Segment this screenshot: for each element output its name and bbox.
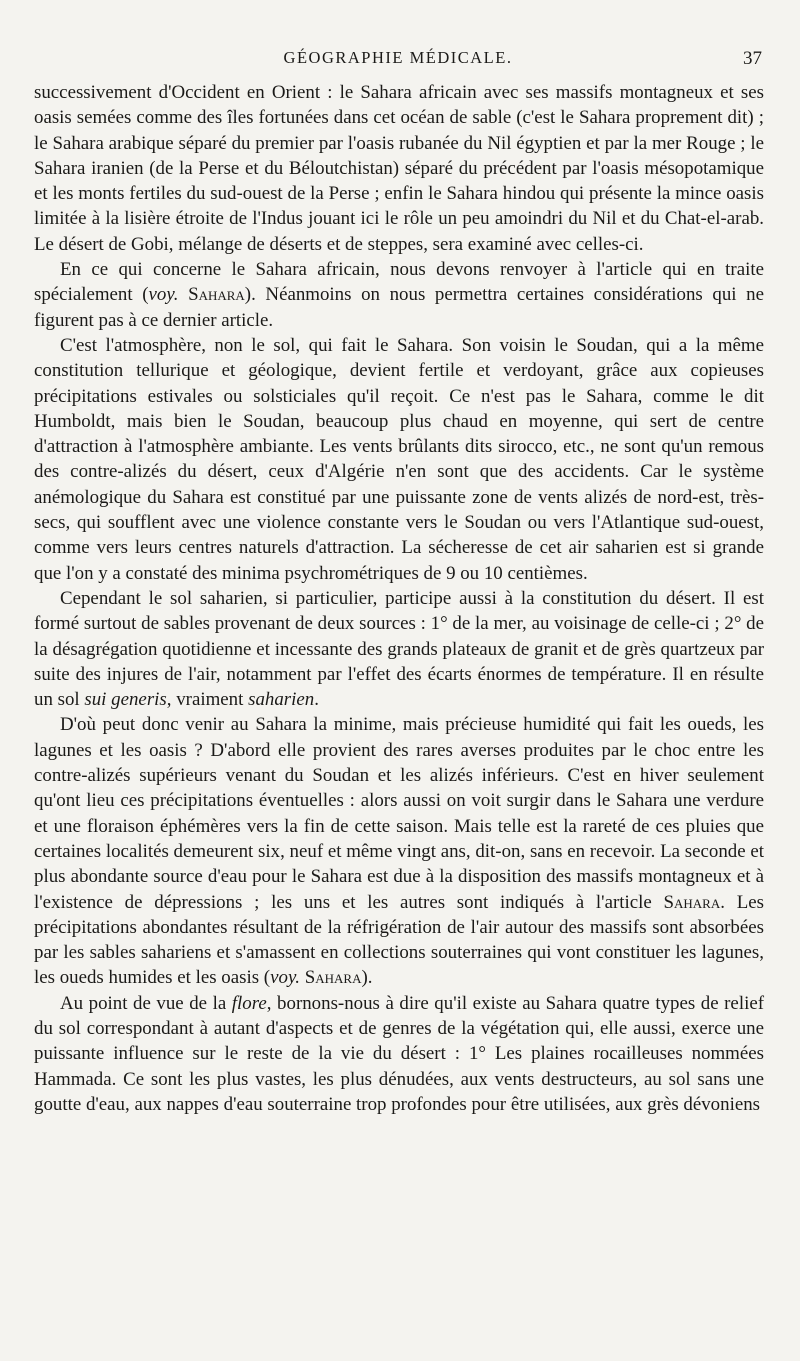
paragraph-4-text-c: . xyxy=(314,689,319,711)
paragraph-4-text-b: , vraiment xyxy=(166,689,249,711)
body-text xyxy=(34,80,764,1117)
paragraph-6-text-a: Au point de vue de la xyxy=(60,992,232,1014)
paragraph-6 xyxy=(34,991,764,1117)
paragraph-4 xyxy=(34,586,764,712)
paragraph-2-text-a: En ce qui concerne le Sahara africain, nous devons renvoyer à l'article qui en traite spécialement ( xyxy=(34,259,764,306)
sahara-reference: Sahara xyxy=(304,967,362,989)
flore-term: flore xyxy=(231,992,267,1014)
voy-reference: voy. xyxy=(148,284,179,306)
paragraph-6-text-b: , bornons-nous à dire qu'il existe au Sahara quatre types de relief du sol correspondant à autant d'aspects et de genres de la végétation qui, elle aussi, exerce une puissante influence sur le reste de la vie du désert : 1° Les plaines rocailleuses nommées Hammada. Ce sont les plus vastes, les plus dénudées, aux vents destructeurs, au sol sans une goutte d'eau, aux nappes d'eau souterraine trop profondes pour être utilisées, aux grès dévoniens xyxy=(34,992,764,1115)
voy-reference: voy. xyxy=(270,967,301,989)
running-title: GÉOGRAPHIE MÉDICALE. xyxy=(283,48,513,67)
paragraph-5-text-c: ). xyxy=(361,967,373,989)
running-head xyxy=(34,48,762,72)
paragraph-3-text: C'est l'atmosphère, non le sol, qui fait le Sahara. Son voisin le Soudan, qui a la même constitution tellurique et géologique, devient fertile et verdoyant, grâce aux copieuses précipitations estivales ou solsticiales qu'il reçoit. Ce n'est pas le Sahara, comme le dit Humboldt, mais bien le Soudan, beaucoup plus chaud en moyenne, qui sert de centre d'attraction à l'atmosphère ambiante. Les vents brûlants dits sirocco, etc., ne sont qu'un remous des contre-alizés du désert, ceux d'Algérie n'en sont que des accidents. Car le système anémologique du Sahara est constitué par une puissante zone de vents alizés de nord-est, très-secs, qui soufflent avec une violence constante vers le Soudan ou vers l'Atlantique sud-ouest, comme vers leurs centres naturels d'attraction. La sécheresse de cet air saharien est si grande que l'on y a constaté des minima psychrométriques de 9 ou 10 centièmes. xyxy=(34,334,764,584)
paragraph-2-text-b: ). Néanmoins on nous permettra certaines considérations qui ne figurent pas à ce dernier article. xyxy=(34,284,764,331)
sahara-reference: Sahara xyxy=(663,891,721,913)
paragraph-5-text-b: . Les précipitations abondantes résultant de la réfrigération de l'air autour des massifs sont absorbées par les sables sahariens et s'amassent en collections souterraines qui vont constituer les lagunes, les oueds humides et les oasis ( xyxy=(34,891,764,989)
paragraph-1-text: successivement d'Occident en Orient : le Sahara africain avec ses massifs montagneux et ses oasis semées comme des îles fortunées dans cet océan de sable (c'est le Sahara proprement dit) ; le Sahara arabique séparé du premier par l'oasis rubanée du Nil égyptien et par la mer Rouge ; le Sahara iranien (de la Perse et du Béloutchistan) séparé du précédent par l'oasis mésopotamique et les monts fertiles du sud-ouest de la Perse ; enfin le Sahara hindou qui présente la mince oasis limitée à la lisière étroite de l'Indus jouant ici le rôle un peu amoindri du Nil et du Chat-el-arab. Le désert de Gobi, mélange de déserts et de steppes, sera examiné avec celles-ci. xyxy=(34,82,764,255)
paragraph-3 xyxy=(34,333,764,586)
paragraph-2 xyxy=(34,257,764,333)
paragraph-5-text-a: D'où peut donc venir au Sahara la minime, mais précieuse humidité qui fait les oueds, les lagunes et les oasis ? D'abord elle provient des rares averses produites par le choc entre les contre-alizés supérieurs venant du Soudan et les alizés inférieurs. C'est en hiver seulement qu'ont lieu ces précipitations éventuelles : alors aussi on voit surgir dans le Sahara une verdure et une floraison éphémères vers la fin de cette saison. Mais telle est la rareté de ces pluies que certaines localités demeurent six, neuf et même vingt ans, dit-on, sans en recevoir. La seconde et plus abondante source d'eau pour le Sahara est due à la disposition des massifs montagneux et à l'existence de dépressions ; les uns et les autres sont indiqués à l'article xyxy=(34,714,764,913)
sahara-reference: Sahara xyxy=(188,284,245,306)
paragraph-4-text-a: Cependant le sol saharien, si particulier, participe aussi à la constitution du désert. Il est formé surtout de sables provenant de deux sources : 1° de la mer, au voisinage de celle-ci ; 2° de la désagrégation quotidienne et incessante des grands plateaux de granit et de grès quartzeux par suite des injures de l'air, notamment par l'effet des écarts énormes de température. Il en résulte un sol xyxy=(34,587,764,711)
page-number: 37 xyxy=(743,48,762,69)
sui-generis-term: sui generis xyxy=(84,689,167,711)
paragraph-5 xyxy=(34,712,764,990)
paragraph-1 xyxy=(34,80,764,257)
saharien-term: saharien xyxy=(248,689,315,711)
